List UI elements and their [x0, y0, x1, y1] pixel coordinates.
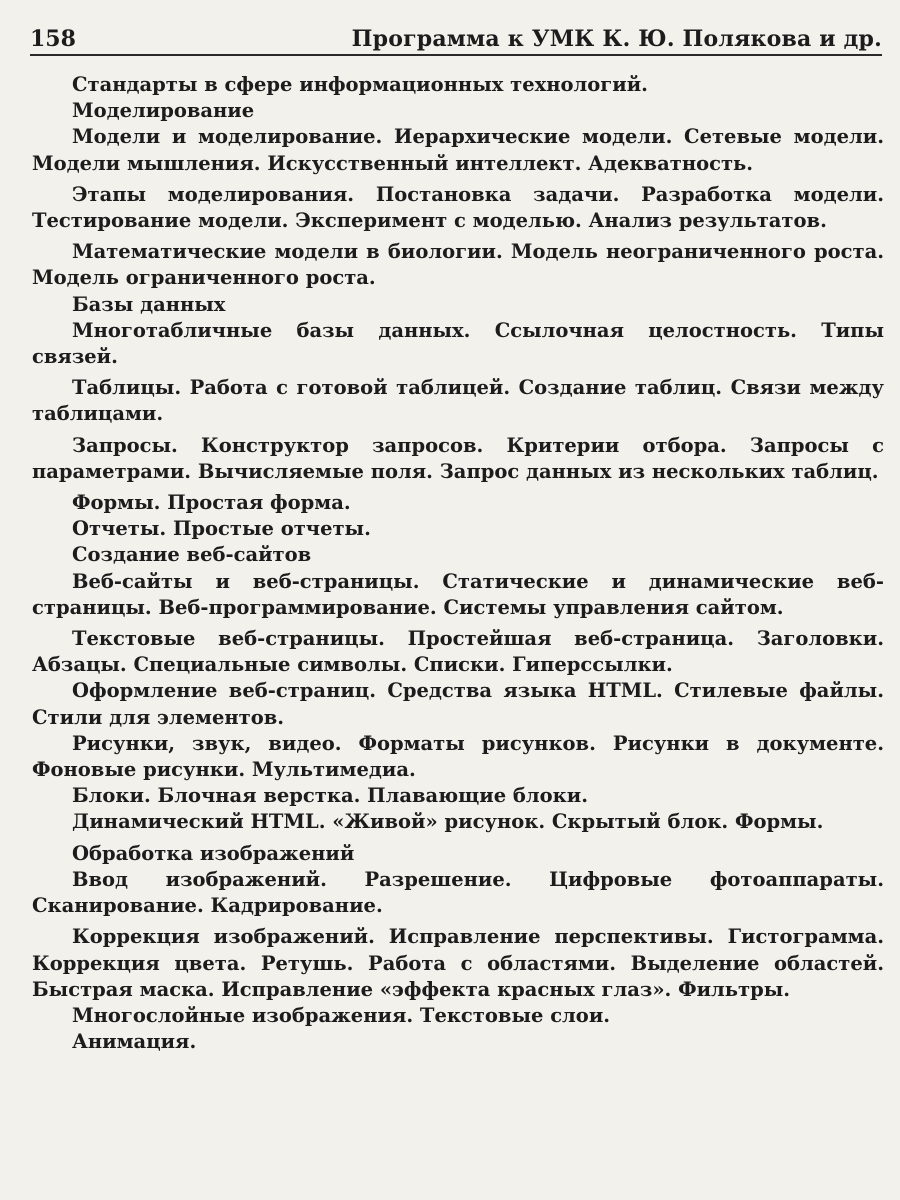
page-content: [32, 72, 884, 1055]
paragraph: Этапы моделирования. Постановка задачи. Разработка модели. Тестирование модели. Эксперимент с моделью. Анализ результатов.: [32, 182, 884, 233]
paragraph: Коррекция изображений. Исправление перспективы. Гистограмма. Коррекция цвета. Ретушь. Работа с областями. Выделение областей. Быстрая маска. Исправление «эффекта красных глаз». Фильтры.: [32, 925, 884, 1001]
paragraph: Математические модели в биологии. Модель неограниченного роста. Модель ограниченного роста.: [32, 240, 884, 290]
section-heading: Моделирование: [72, 99, 255, 123]
paragraph: Таблицы. Работа с готовой таблицей. Создание таблиц. Связи между таблицами.: [32, 376, 884, 426]
paragraph: Многослойные изображения. Текстовые слои.: [72, 1003, 611, 1027]
running-title: Программа к УМК К. Ю. Полякова и др.: [351, 26, 882, 52]
paragraph: Отчеты. Простые отчеты.: [72, 517, 371, 541]
page-header: [30, 22, 882, 56]
paragraph: Динамический HTML. «Живой» рисунок. Скрытый блок. Формы.: [72, 810, 824, 834]
section-heading: Базы данных: [72, 292, 226, 316]
paragraph: Анимация.: [72, 1030, 197, 1054]
paragraph: Ввод изображений. Разрешение. Цифровые фотоаппараты. Сканирование. Кадрирование.: [32, 867, 884, 918]
page-number: 158: [30, 26, 76, 52]
paragraph: Формы. Простая форма.: [72, 491, 351, 515]
paragraph: Веб-сайты и веб-страницы. Статические и динамические веб-страницы. Веб-программирование. Системы управления сайтом.: [32, 569, 884, 619]
paragraph: Модели и моделирование. Иерархические модели. Сетевые модели. Модели мышления. Искусственный интеллект. Адекватность.: [32, 125, 884, 175]
paragraph: Запросы. Конструктор запросов. Критерии отбора. Запросы с параметрами. Вычисляемые поля. Запрос данных из нескольких таблиц.: [32, 433, 884, 483]
paragraph: Многотабличные базы данных. Ссылочная целостность. Типы связей.: [32, 318, 884, 369]
paragraph: Блоки. Блочная верстка. Плавающие блоки.: [72, 784, 589, 808]
section-heading: Создание веб-сайтов: [72, 543, 312, 567]
section-heading: Обработка изображений: [72, 841, 355, 865]
paragraph: Стандарты в сфере информационных технологий.: [72, 73, 648, 96]
paragraph: Текстовые веб-страницы. Простейшая веб-страница. Заголовки. Абзацы. Специальные символы. Списки. Гиперссылки.: [32, 627, 884, 677]
paragraph: Оформление веб-страниц. Средства языка HTML. Стилевые файлы. Стили для элементов.: [32, 679, 884, 729]
paragraph: Рисунки, звук, видео. Форматы рисунков. Рисунки в документе. Фоновые рисунки. Мультимедиа.: [32, 731, 884, 782]
